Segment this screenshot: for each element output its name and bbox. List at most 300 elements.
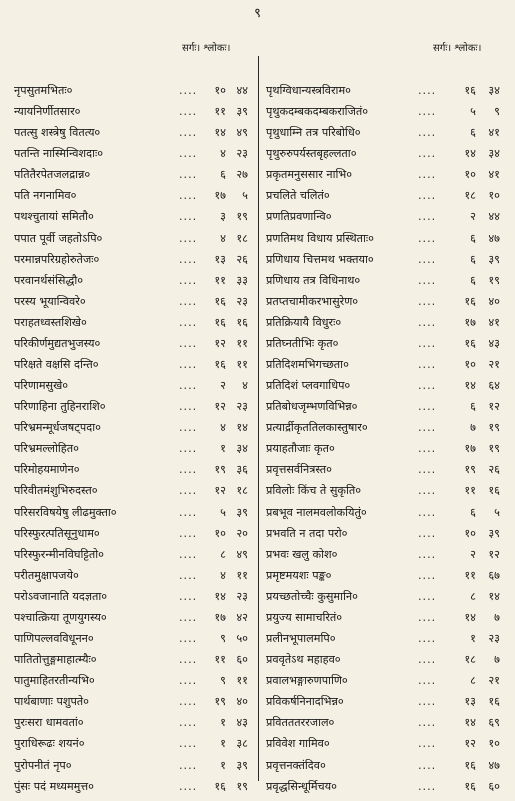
leader-dots: ....: [418, 126, 437, 140]
sarga-number: ९: [220, 632, 226, 646]
verse-first-words: प्रतिबोधजृम्भणविभिन्न०: [266, 400, 358, 414]
index-entry: [14, 333, 252, 354]
verse-first-words: परिणाहिना तुहिनराशि०: [14, 400, 106, 414]
index-entry: [14, 459, 252, 480]
shloka-number: ११: [236, 336, 248, 350]
index-entry: [14, 565, 252, 586]
leader-dots: ....: [179, 379, 198, 393]
leader-dots: ....: [418, 547, 437, 561]
shloka-number: १६: [488, 695, 500, 709]
verse-first-words: परिमोहयमाणेन०: [14, 463, 80, 477]
right-index-column: [266, 80, 506, 797]
index-entry: [266, 480, 506, 501]
leader-dots: ....: [179, 653, 198, 667]
verse-first-words: प्रवृद्धसिन्धूर्मिचय०: [266, 779, 337, 793]
leader-dots: ....: [418, 231, 437, 245]
leader-dots: ....: [418, 589, 437, 603]
verse-first-words: प्रचलिते चलितं०: [266, 189, 330, 203]
verse-first-words: परिस्फुरन्मीनविघट्टितो०: [14, 547, 104, 561]
shloka-number: १४: [236, 421, 248, 435]
index-entry: [14, 480, 252, 501]
shloka-number: ११: [236, 358, 248, 372]
leader-dots: ....: [179, 463, 198, 477]
verse-first-words: पपात पूर्वी जहतोऽपि०: [14, 231, 103, 245]
leader-dots: ....: [179, 358, 198, 372]
index-entry: [14, 628, 252, 649]
sarga-number: १: [220, 716, 226, 730]
sarga-number: ६: [470, 273, 476, 287]
sarga-number: १०: [464, 168, 476, 182]
sarga-number: ५: [470, 105, 476, 119]
index-entry: [14, 375, 252, 396]
leader-dots: ....: [418, 484, 437, 498]
index-entry: [266, 502, 506, 523]
verse-first-words: पार्थबाणाः पशुपते०: [14, 695, 89, 709]
index-entry: [266, 523, 506, 544]
sarga-number: १४: [214, 126, 226, 140]
shloka-number: १४: [488, 589, 500, 603]
sarga-number: १७: [214, 610, 226, 624]
shloka-number: ४०: [488, 294, 500, 308]
sarga-number: २: [220, 379, 226, 393]
sarga-number: १८: [464, 189, 476, 203]
sarga-number: १: [220, 758, 226, 772]
verse-first-words: प्रणिधाय तत्र विधिनाथ०: [266, 273, 361, 287]
index-entry: [266, 354, 506, 375]
shloka-number: ७: [494, 610, 500, 624]
verse-first-words: प्रकृतमनुससार नाभि०: [266, 168, 353, 182]
sarga-number: १६: [214, 294, 226, 308]
leader-dots: ....: [418, 421, 437, 435]
shloka-number: ४१: [488, 315, 500, 329]
column-header-right: सर्गः। श्लोकः।: [433, 43, 482, 54]
shloka-number: १६: [488, 484, 500, 498]
index-entry: [14, 122, 252, 143]
index-entry: [14, 586, 252, 607]
sarga-number: १७: [464, 442, 476, 456]
verse-first-words: प्रतिघ्नतीभिः कृत०: [266, 336, 339, 350]
index-entry: [266, 459, 506, 480]
index-entry: [14, 691, 252, 712]
verse-first-words: प्रवितततररजाल०: [266, 716, 335, 730]
index-entry: [266, 185, 506, 206]
leader-dots: ....: [418, 737, 437, 751]
leader-dots: ....: [418, 695, 437, 709]
leader-dots: ....: [418, 632, 437, 646]
leader-dots: ....: [179, 336, 198, 350]
index-entry: [266, 312, 506, 333]
sarga-number: १७: [214, 189, 226, 203]
index-entry: [266, 396, 506, 417]
sarga-number: १४: [214, 589, 226, 603]
shloka-number: १९: [236, 210, 248, 224]
leader-dots: ....: [418, 400, 437, 414]
shloka-number: ४: [242, 379, 248, 393]
index-entry: [266, 586, 506, 607]
verse-first-words: पृथुकदम्बकदम्बकराजितं०: [266, 105, 369, 119]
verse-first-words: प्रतप्तचामीकरभासुरेण०: [266, 294, 359, 308]
index-entry: [14, 396, 252, 417]
shloka-number: १९: [488, 442, 500, 456]
leader-dots: ....: [418, 463, 437, 477]
leader-dots: ....: [179, 589, 198, 603]
index-entry: [14, 312, 252, 333]
shloka-number: ४३: [488, 336, 500, 350]
verse-first-words: परिणामसुखे०: [14, 379, 69, 393]
shloka-number: ६४: [488, 379, 500, 393]
shloka-number: २३: [488, 632, 500, 646]
sarga-number: ७: [470, 421, 476, 435]
leader-dots: ....: [418, 505, 437, 519]
sarga-number: १६: [464, 294, 476, 308]
index-entry: [14, 270, 252, 291]
index-entry: [266, 712, 506, 733]
leader-dots: ....: [418, 273, 437, 287]
sarga-number: १४: [464, 379, 476, 393]
shloka-number: ४१: [488, 168, 500, 182]
leader-dots: ....: [179, 421, 198, 435]
verse-first-words: प्रभवति न तदा परो०: [266, 526, 348, 540]
shloka-number: ४३: [236, 716, 248, 730]
index-entry: [14, 649, 252, 670]
shloka-number: १९: [488, 421, 500, 435]
verse-first-words: प्रलीनभूपालमपि०: [266, 632, 336, 646]
shloka-number: २१: [488, 674, 500, 688]
sarga-number: १०: [464, 358, 476, 372]
verse-first-words: परिसरविषयेषु लीढमुक्ता०: [14, 505, 117, 519]
index-entry: [14, 206, 252, 227]
index-entry: [14, 733, 252, 754]
sarga-number: ४: [220, 421, 226, 435]
leader-dots: ....: [418, 526, 437, 540]
index-entry: [266, 691, 506, 712]
index-entry: [266, 80, 506, 101]
index-entry: [266, 776, 506, 797]
shloka-number: ५: [242, 189, 248, 203]
verse-first-words: पृथुरुरुपर्यस्तबृहल्लता०: [266, 147, 357, 161]
shloka-number: ७: [494, 653, 500, 667]
verse-first-words: पुरोपनीतं नृप०: [14, 758, 72, 772]
verse-first-words: परवानर्थसंसिद्धौ०: [14, 273, 84, 287]
leader-dots: ....: [179, 737, 198, 751]
leader-dots: ....: [179, 547, 198, 561]
index-entry: [14, 776, 252, 797]
index-entry: [266, 417, 506, 438]
index-entry: [14, 544, 252, 565]
leader-dots: ....: [418, 716, 437, 730]
verse-first-words: परोऽवजानाति यदज्ञता०: [14, 589, 108, 603]
index-entry: [266, 628, 506, 649]
shloka-number: ३९: [488, 526, 500, 540]
verse-first-words: पथश्चुतायां समितौ०: [14, 210, 94, 224]
sarga-number: २: [470, 547, 476, 561]
sarga-number: १६: [214, 315, 226, 329]
sarga-number: १९: [464, 463, 476, 477]
sarga-number: ६: [470, 505, 476, 519]
sarga-number: १३: [464, 695, 476, 709]
index-entry: [14, 670, 252, 691]
sarga-number: २: [470, 210, 476, 224]
index-entry: [266, 755, 506, 776]
index-entry: [266, 565, 506, 586]
shloka-number: १२: [488, 400, 500, 414]
shloka-number: १९: [488, 273, 500, 287]
shloka-number: ४४: [236, 84, 248, 97]
shloka-number: ६०: [488, 779, 500, 793]
sarga-number: १२: [214, 336, 226, 350]
verse-first-words: परिवीतमंशुभिरुदस्त०: [14, 484, 98, 498]
verse-first-words: पति नगनामिव०: [14, 189, 77, 203]
sarga-number: ४: [220, 231, 226, 245]
verse-first-words: न्यायनिर्णीतसार०: [14, 105, 81, 119]
sarga-number: १: [220, 442, 226, 456]
verse-first-words: पुरःसरा धामवतां०: [14, 716, 84, 730]
shloka-number: ४२: [236, 610, 248, 624]
leader-dots: ....: [418, 294, 437, 308]
sarga-number: १६: [464, 779, 476, 793]
verse-first-words: प्रवृत्तसर्वनित्रस्त०: [266, 463, 332, 477]
index-entry: [14, 291, 252, 312]
verse-first-words: प्रणतिमथ विधाय प्रस्थिताः०: [266, 231, 374, 245]
left-index-column: [14, 80, 252, 797]
leader-dots: ....: [179, 252, 198, 266]
sarga-number: १४: [464, 716, 476, 730]
verse-first-words: परिस्फुरत्पतिसूनुधाम०: [14, 526, 100, 540]
verse-first-words: नृपसुतमभितः०: [14, 84, 73, 97]
verse-first-words: प्रवालभङ्गारुणपाणि०: [266, 674, 348, 688]
verse-first-words: परिक्षते वक्षसि दन्ति०: [14, 358, 99, 372]
shloka-number: ३८: [236, 737, 248, 751]
shloka-number: २६: [488, 463, 500, 477]
shloka-number: २७: [236, 168, 248, 182]
verse-first-words: प्रणतिप्रवणान्वि०: [266, 210, 332, 224]
shloka-number: ४१: [488, 126, 500, 140]
index-entry: [14, 164, 252, 185]
verse-first-words: परस्य भूयान्विवरे०: [14, 294, 86, 308]
index-entry: [266, 649, 506, 670]
verse-first-words: प्रविलोः किंच ते सुकृति०: [266, 484, 362, 498]
sarga-number: ११: [214, 105, 226, 119]
index-entry: [266, 607, 506, 628]
leader-dots: ....: [179, 484, 198, 498]
index-entry: [14, 143, 252, 164]
index-entry: [14, 185, 252, 206]
leader-dots: ....: [179, 294, 198, 308]
leader-dots: ....: [179, 442, 198, 456]
shloka-number: २६: [236, 252, 248, 266]
shloka-number: २३: [236, 147, 248, 161]
verse-first-words: पतत्सु शस्त्रेषु वितत्य०: [14, 126, 101, 140]
sarga-number: १२: [464, 737, 476, 751]
leader-dots: ....: [179, 231, 198, 245]
leader-dots: ....: [418, 315, 437, 329]
shloka-number: ३४: [488, 147, 500, 161]
index-entry: [266, 101, 506, 122]
verse-first-words: परमान्नपरिग्रहोरुतेजः०: [14, 252, 100, 266]
sarga-number: १: [220, 737, 226, 751]
leader-dots: ....: [418, 105, 437, 119]
leader-dots: ....: [418, 84, 437, 97]
leader-dots: ....: [418, 779, 437, 793]
leader-dots: ....: [179, 84, 198, 97]
sarga-number: ११: [464, 568, 476, 582]
verse-first-words: प्रववृतेऽथ महाहव०: [266, 653, 341, 667]
leader-dots: ....: [418, 147, 437, 161]
sarga-number: ११: [214, 273, 226, 287]
sarga-number: १६: [464, 336, 476, 350]
sarga-number: १६: [464, 758, 476, 772]
index-entry: [14, 607, 252, 628]
verse-first-words: पृथग्विधान्यस्त्रविराम०: [266, 84, 351, 97]
index-entry: [266, 164, 506, 185]
verse-first-words: प्रतिदिशं प्लवगाधिप०: [266, 379, 351, 393]
verse-first-words: प्रविकर्षनिनादभिन्न०: [266, 695, 344, 709]
shloka-number: १६: [236, 315, 248, 329]
sarga-number: १: [470, 632, 476, 646]
verse-first-words: प्रयाहतौजाः कृत०: [266, 442, 335, 456]
sarga-number: १०: [464, 526, 476, 540]
shloka-number: ४९: [236, 126, 248, 140]
sarga-number: ८: [220, 547, 226, 561]
shloka-number: १०: [488, 189, 500, 203]
shloka-number: २३: [236, 400, 248, 414]
sarga-number: १९: [214, 695, 226, 709]
sarga-number: ८: [470, 589, 476, 603]
sarga-number: १४: [464, 147, 476, 161]
sarga-number: ३: [220, 210, 226, 224]
leader-dots: ....: [418, 252, 437, 266]
shloka-number: २३: [236, 294, 248, 308]
leader-dots: ....: [179, 105, 198, 119]
verse-first-words: पृथुधाम्नि तत्र परिबोधि०: [266, 126, 361, 140]
leader-dots: ....: [179, 168, 198, 182]
shloka-number: ३३: [236, 273, 248, 287]
shloka-number: १९: [236, 779, 248, 793]
sarga-number: १९: [214, 463, 226, 477]
verse-first-words: परिभ्रमन्मूर्धजषट्पदा०: [14, 421, 101, 435]
sarga-number: ५: [220, 505, 226, 519]
verse-first-words: प्रतिदिशमभिगच्छता०: [266, 358, 349, 372]
leader-dots: ....: [418, 568, 437, 582]
shloka-number: ६७: [488, 568, 500, 582]
verse-first-words: प्रणिधाय चित्तमथ भक्तया०: [266, 252, 374, 266]
shloka-number: ४७: [488, 758, 500, 772]
verse-first-words: पतन्ति नास्मिन्विशदाः०: [14, 147, 104, 161]
shloka-number: २०: [236, 526, 248, 540]
shloka-number: ३९: [236, 505, 248, 519]
leader-dots: ....: [418, 653, 437, 667]
leader-dots: ....: [418, 610, 437, 624]
verse-first-words: परिभ्रमल्लोहित०: [14, 442, 79, 456]
sarga-number: ११: [464, 484, 476, 498]
index-entry: [266, 270, 506, 291]
shloka-number: ५०: [236, 632, 248, 646]
shloka-number: २३: [236, 589, 248, 603]
index-entry: [14, 438, 252, 459]
leader-dots: ....: [179, 779, 198, 793]
verse-first-words: प्रमृष्टमयशः पङ्क०: [266, 568, 332, 582]
leader-dots: ....: [179, 189, 198, 203]
shloka-number: ९: [494, 105, 500, 119]
shloka-number: ३९: [236, 758, 248, 772]
shloka-number: ४४: [488, 210, 500, 224]
shloka-number: १८: [236, 484, 248, 498]
leader-dots: ....: [179, 126, 198, 140]
sarga-number: ९: [220, 674, 226, 688]
verse-first-words: पातितोत्तुङ्गमाहात्म्यैः०: [14, 653, 97, 667]
sarga-number: ८: [470, 674, 476, 688]
sarga-number: ६: [470, 231, 476, 245]
leader-dots: ....: [418, 189, 437, 203]
sarga-number: १४: [464, 610, 476, 624]
sarga-number: १०: [214, 84, 226, 97]
index-entry: [266, 733, 506, 754]
index-entry: [266, 375, 506, 396]
index-entry: [14, 417, 252, 438]
leader-dots: ....: [179, 695, 198, 709]
shloka-number: २१: [488, 358, 500, 372]
shloka-number: ११: [236, 674, 248, 688]
shloka-number: ५: [494, 505, 500, 519]
verse-first-words: प्रवृत्तनक्तंदिव०: [266, 758, 326, 772]
sarga-number: १६: [464, 84, 476, 97]
shloka-number: ६०: [236, 653, 248, 667]
shloka-number: १८: [236, 231, 248, 245]
sarga-number: १२: [214, 400, 226, 414]
shloka-number: ३६: [236, 463, 248, 477]
index-entry: [266, 291, 506, 312]
verse-first-words: प्रयुज्य सामाचरितं०: [266, 610, 343, 624]
leader-dots: ....: [179, 147, 198, 161]
sarga-number: ४: [220, 147, 226, 161]
index-entry: [266, 228, 506, 249]
sarga-number: १८: [464, 653, 476, 667]
leader-dots: ....: [179, 758, 198, 772]
leader-dots: ....: [418, 210, 437, 224]
leader-dots: ....: [418, 674, 437, 688]
shloka-number: ४९: [236, 547, 248, 561]
index-entry: [266, 143, 506, 164]
column-divider: [258, 56, 259, 781]
verse-first-words: प्रविवेश गामिव०: [266, 737, 330, 751]
index-entry: [266, 249, 506, 270]
sarga-number: ६: [470, 400, 476, 414]
index-entry: [266, 206, 506, 227]
sarga-number: १३: [214, 252, 226, 266]
sarga-number: ४: [220, 568, 226, 582]
index-entry: [266, 333, 506, 354]
verse-first-words: पुंसः पदं मध्यममुत्त०: [14, 779, 94, 793]
index-entry: [14, 228, 252, 249]
shloka-number: ३९: [236, 105, 248, 119]
index-entry: [266, 670, 506, 691]
verse-first-words: परिकीर्णमुद्यतभुजस्य०: [14, 336, 101, 350]
sarga-number: १२: [214, 484, 226, 498]
sarga-number: ६: [470, 252, 476, 266]
shloka-number: ४७: [488, 231, 500, 245]
shloka-number: ३४: [236, 442, 248, 456]
verse-first-words: परीतमुक्षापजये०: [14, 568, 79, 582]
verse-first-words: पतितैरपेतजलद्रान्न०: [14, 168, 91, 182]
index-entry: [14, 523, 252, 544]
leader-dots: ....: [418, 442, 437, 456]
sarga-number: ११: [214, 653, 226, 667]
verse-first-words: पुराधिरूढः शयनं०: [14, 737, 85, 751]
leader-dots: ....: [179, 400, 198, 414]
shloka-number: १२: [488, 547, 500, 561]
leader-dots: ....: [179, 568, 198, 582]
sarga-number: १७: [464, 315, 476, 329]
